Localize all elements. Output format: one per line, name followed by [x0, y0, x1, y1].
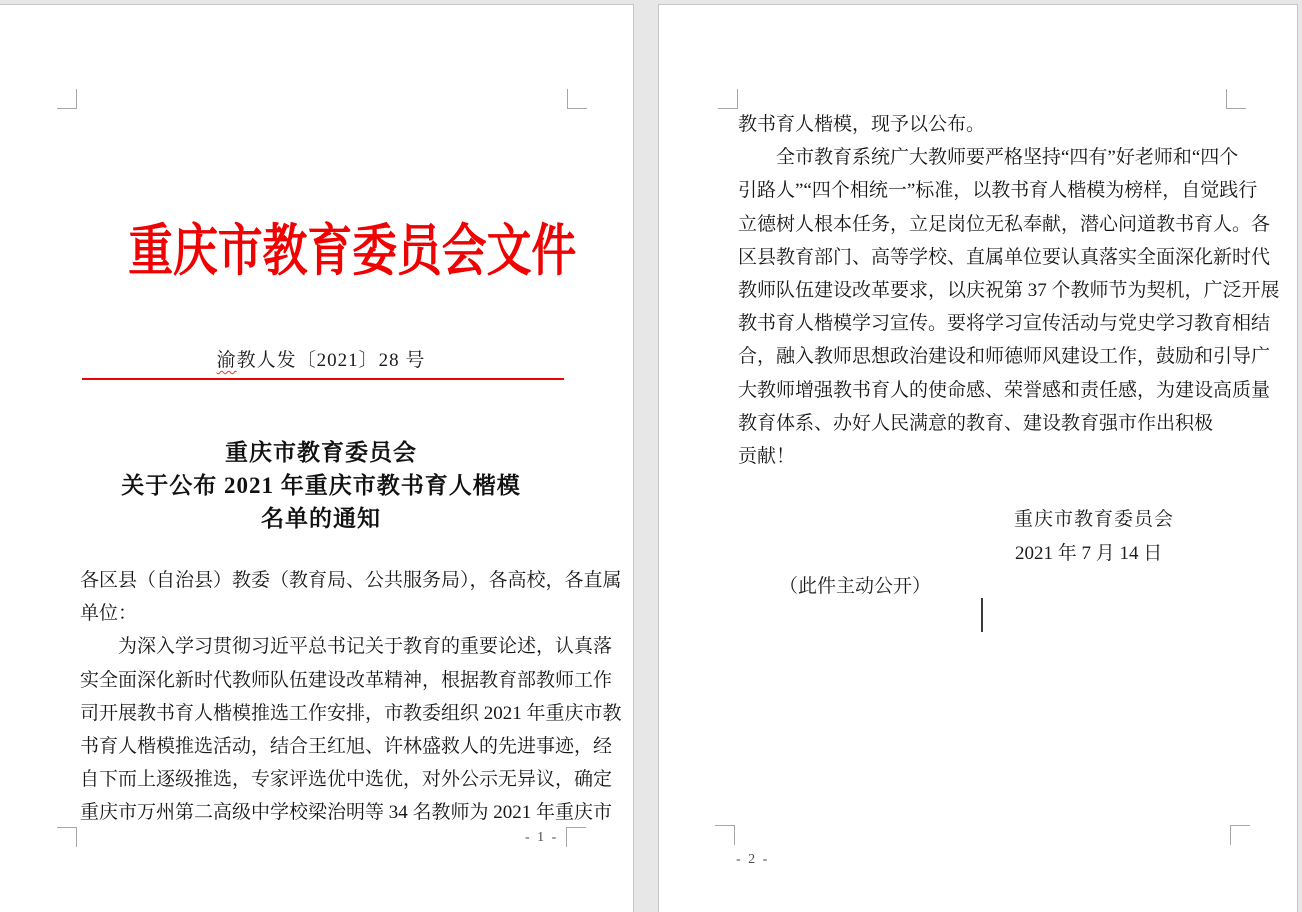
crop-mark-bottom-right — [566, 827, 586, 847]
crop-mark-top-right — [1226, 89, 1246, 109]
doc-number-rest: 教人发〔2021〕28 号 — [236, 350, 426, 371]
signature-agency[interactable]: 重庆市教育委员会 — [1014, 509, 1175, 530]
agency-header[interactable]: 重庆市教育委员会文件 — [128, 221, 577, 283]
text-line[interactable]: 书育人楷模推选活动，结合王红旭、许林盛救人的先进事迹，经 — [80, 735, 613, 757]
text-line[interactable]: 全市教育系统广大教师要严格坚持“四有”好老师和“四个 — [738, 147, 1239, 169]
text-line[interactable]: 教书育人楷模，现予以公布。 — [738, 114, 986, 135]
crop-mark-bottom-right — [1230, 825, 1250, 845]
body-text-page2[interactable] — [738, 108, 1280, 467]
page-number: - 1 - — [525, 830, 559, 845]
page-2[interactable] — [658, 4, 1298, 912]
crop-mark-top-left — [57, 89, 77, 109]
disclosure-note[interactable]: （此件主动公开） — [779, 576, 932, 597]
spellcheck-wavy-underline: 渝 — [216, 350, 237, 371]
text-line[interactable]: 教育体系、办好人民满意的教育、建设教育强市作出积极贡献！ — [738, 412, 1214, 467]
title-line[interactable]: 名单的通知 — [261, 506, 381, 531]
document-title[interactable] — [80, 436, 562, 535]
text-line[interactable]: 为深入学习贯彻习近平总书记关于教育的重要论述，认真落 — [80, 636, 613, 658]
page-1[interactable] — [0, 4, 634, 912]
signature-date[interactable]: 2021 年 7 月 14 日 — [1015, 543, 1163, 564]
body-text-page1[interactable] — [80, 564, 622, 830]
text-line[interactable]: 各区县（自治县）教委（教育局、公共服务局），各高校，各直属 — [80, 570, 622, 591]
text-line[interactable]: 自下而上逐级推选，专家评选优中选优，对外公示无异议，确定 — [80, 769, 613, 791]
text-line[interactable]: 教书育人楷模学习宣传。要将学习宣传活动与党史学习教育相结 — [738, 313, 1271, 335]
text-line[interactable]: 教师队伍建设改革要求，以庆祝第 37 个教师节为契机，广泛开展 — [738, 279, 1280, 301]
text-line[interactable]: 实全面深化新时代教师队伍建设改革精神，根据教育部教师工作 — [80, 669, 613, 691]
text-line[interactable]: 引路人”“四个相统一”标准，以教书育人楷模为榜样，自觉践行 — [738, 180, 1258, 202]
text-line[interactable]: 重庆市万州第二高级中学校梁治明等 34 名教师为 2021 年重庆市 — [80, 802, 613, 824]
crop-mark-bottom-left — [715, 825, 735, 845]
text-line[interactable]: 合，融入教师思想政治建设和师德师风建设工作，鼓励和引导广 — [738, 346, 1271, 368]
text-line[interactable]: 单位： — [80, 603, 138, 625]
text-cursor — [981, 598, 983, 632]
text-line[interactable]: 大教师增强教书育人的使命感、荣誉感和责任感，为建设高质量 — [738, 379, 1271, 401]
text-line[interactable]: 区县教育部门、高等学校、直属单位要认真落实全面深化新时代 — [738, 246, 1271, 268]
title-line[interactable]: 关于公布 2021 年重庆市教书育人楷模 — [121, 473, 521, 498]
crop-mark-top-left — [718, 89, 738, 109]
title-line[interactable]: 重庆市教育委员会 — [225, 440, 417, 465]
doc-number[interactable] — [80, 349, 562, 373]
text-line[interactable]: 司开展教书育人楷模推选工作安排，市教委组织 2021 年重庆市教 — [80, 702, 622, 724]
red-separator-line — [82, 378, 564, 380]
crop-mark-top-right — [567, 89, 587, 109]
crop-mark-bottom-left — [57, 827, 77, 847]
text-line[interactable]: 立德树人根本任务，立足岗位无私奉献，潜心问道教书育人。各 — [738, 213, 1271, 235]
page-number: - 2 - — [736, 852, 770, 867]
